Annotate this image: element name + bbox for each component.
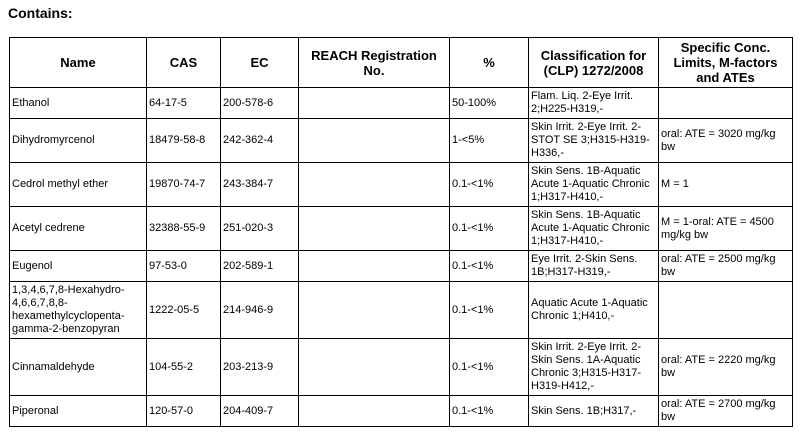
cell-reach [299, 207, 450, 251]
cell-reach [299, 339, 450, 396]
ingredients-table [9, 37, 793, 427]
cell-ec: 243-384-7 [221, 163, 299, 207]
cell-ec: 202-589-1 [221, 251, 299, 282]
cell-ec: 251-020-3 [221, 207, 299, 251]
cell-reach [299, 88, 450, 119]
cell-name: Ethanol [10, 88, 147, 119]
cell-limits [659, 282, 793, 339]
header-percent: % [450, 38, 529, 88]
cell-ec: 214-946-9 [221, 282, 299, 339]
cell-cas: 97-53-0 [147, 251, 221, 282]
cell-name: 1,3,4,6,7,8-Hexahydro-4,6,6,7,8,8-hexamethylcyclopenta-gamma-2-benzopyran [10, 282, 147, 339]
cell-reach [299, 396, 450, 427]
cell-classification: Skin Sens. 1B-Aquatic Acute 1-Aquatic Chronic 1;H317-H410,- [529, 163, 659, 207]
cell-cas: 104-55-2 [147, 339, 221, 396]
header-ec: EC [221, 38, 299, 88]
cell-reach [299, 251, 450, 282]
cell-limits: oral: ATE = 3020 mg/kg bw [659, 119, 793, 163]
cell-name: Acetyl cedrene [10, 207, 147, 251]
cell-percent: 0.1-<1% [450, 251, 529, 282]
header-limits: Specific Conc. Limits, M-factors and ATEs [659, 38, 793, 88]
cell-reach [299, 163, 450, 207]
cell-reach [299, 282, 450, 339]
cell-percent: 0.1-<1% [450, 282, 529, 339]
cell-percent: 0.1-<1% [450, 207, 529, 251]
cell-ec: 203-213-9 [221, 339, 299, 396]
cell-name: Eugenol [10, 251, 147, 282]
cell-cas: 32388-55-9 [147, 207, 221, 251]
cell-limits [659, 88, 793, 119]
header-classification: Classification for (CLP) 1272/2008 [529, 38, 659, 88]
table-row [10, 207, 793, 251]
cell-classification: Skin Sens. 1B-Aquatic Acute 1-Aquatic Chronic 1;H317-H410,- [529, 207, 659, 251]
cell-limits: oral: ATE = 2220 mg/kg bw [659, 339, 793, 396]
table-row [10, 163, 793, 207]
cell-limits: oral: ATE = 2700 mg/kg bw [659, 396, 793, 427]
cell-name: Cedrol methyl ether [10, 163, 147, 207]
cell-percent: 0.1-<1% [450, 396, 529, 427]
cell-name: Cinnamaldehyde [10, 339, 147, 396]
cell-percent: 0.1-<1% [450, 339, 529, 396]
section-heading: Contains: [8, 5, 73, 21]
cell-name: Dihydromyrcenol [10, 119, 147, 163]
header-cas: CAS [147, 38, 221, 88]
cell-classification: Flam. Liq. 2-Eye Irrit. 2;H225-H319,- [529, 88, 659, 119]
cell-cas: 120-57-0 [147, 396, 221, 427]
table-row [10, 339, 793, 396]
cell-classification: Skin Sens. 1B;H317,- [529, 396, 659, 427]
cell-cas: 19870-74-7 [147, 163, 221, 207]
cell-limits: M = 1 [659, 163, 793, 207]
cell-ec: 242-362-4 [221, 119, 299, 163]
cell-percent: 50-100% [450, 88, 529, 119]
cell-percent: 0.1-<1% [450, 163, 529, 207]
cell-limits: M = 1-oral: ATE = 4500 mg/kg bw [659, 207, 793, 251]
cell-ec: 204-409-7 [221, 396, 299, 427]
cell-reach [299, 119, 450, 163]
cell-classification: Eye Irrit. 2-Skin Sens. 1B;H317-H319,- [529, 251, 659, 282]
cell-name: Piperonal [10, 396, 147, 427]
table-row [10, 119, 793, 163]
cell-ec: 200-578-6 [221, 88, 299, 119]
header-name: Name [10, 38, 147, 88]
cell-limits: oral: ATE = 2500 mg/kg bw [659, 251, 793, 282]
cell-percent: 1-<5% [450, 119, 529, 163]
table-row [10, 251, 793, 282]
cell-cas: 18479-58-8 [147, 119, 221, 163]
table-row [10, 88, 793, 119]
header-row [10, 38, 793, 88]
cell-classification: Skin Irrit. 2-Eye Irrit. 2-Skin Sens. 1A-Aquatic Chronic 3;H315-H317-H319-H412,- [529, 339, 659, 396]
table-row [10, 396, 793, 427]
cell-cas: 1222-05-5 [147, 282, 221, 339]
header-reach: REACH Registration No. [299, 38, 450, 88]
cell-classification: Aquatic Acute 1-Aquatic Chronic 1;H410,- [529, 282, 659, 339]
cell-classification: Skin Irrit. 2-Eye Irrit. 2-STOT SE 3;H315-H319-H336,- [529, 119, 659, 163]
table-row [10, 282, 793, 339]
cell-cas: 64-17-5 [147, 88, 221, 119]
